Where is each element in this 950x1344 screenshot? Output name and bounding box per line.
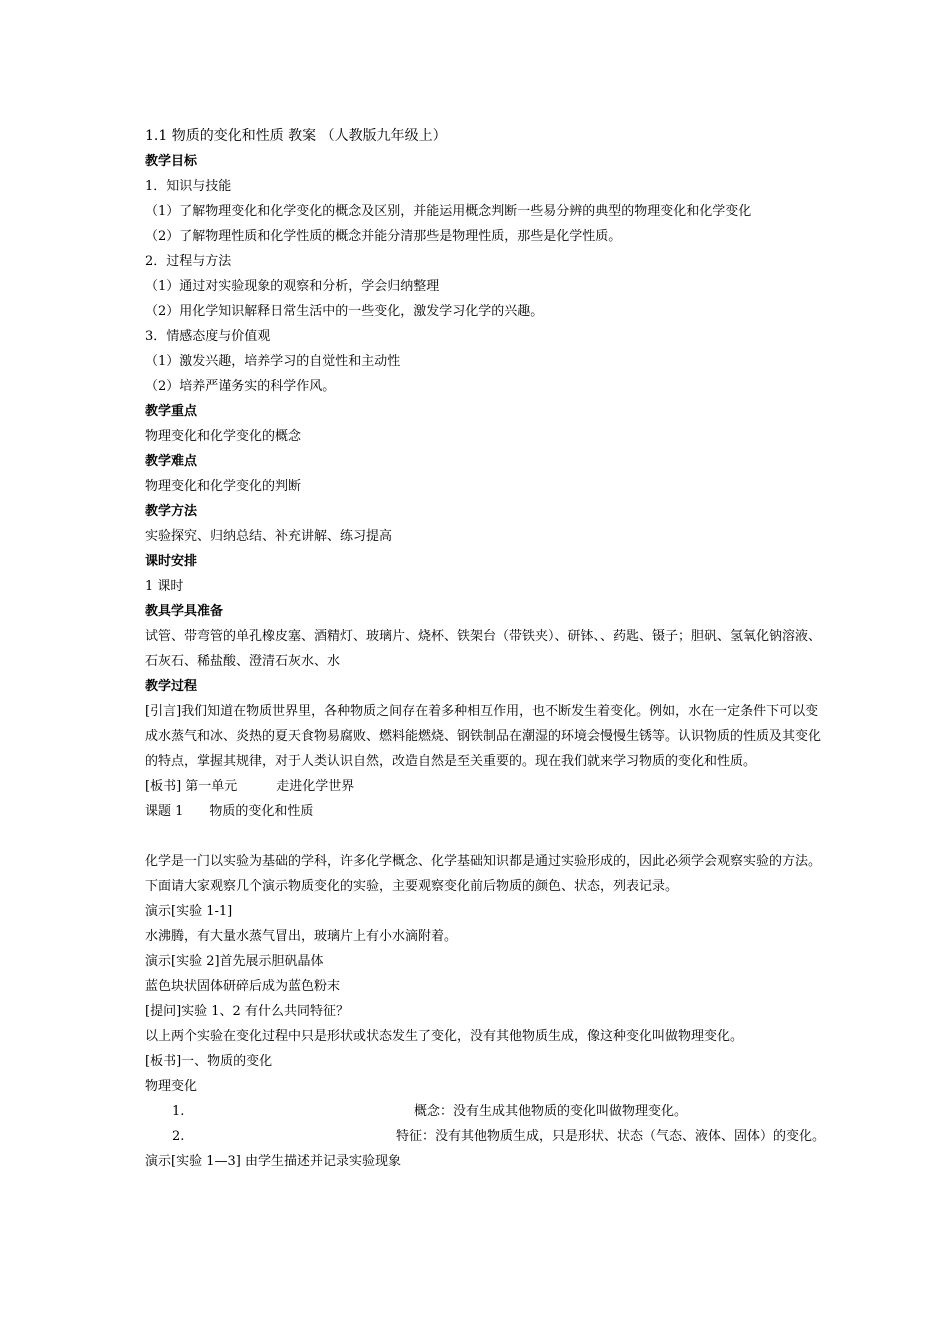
- question: [提问]实验 1、2 有什么共同特征？: [145, 1004, 349, 1019]
- schedule-text: 1 课时: [145, 579, 184, 594]
- definition-item: [145, 1099, 825, 1124]
- goal-item: （1）了解物理变化和化学变化的概念及区别，并能运用概念判断一些易分辨的典型的物理变化和化学变化: [145, 204, 752, 219]
- lesson-title: 课题 1 物质的变化和性质: [145, 804, 314, 819]
- experiment-result: 蓝色块状固体研碎后成为蓝色粉末: [145, 979, 341, 994]
- blank-line: [145, 824, 825, 849]
- definition-item: [145, 1124, 825, 1149]
- section-heading-goals: 教学目标: [145, 154, 198, 169]
- goal-item: 1．知识与技能: [145, 179, 232, 194]
- experiment-label: 演示[实验 1—3] 由学生描述并记录实验现象: [145, 1154, 401, 1169]
- goal-item: （2）培养严谨务实的科学作风。: [145, 379, 336, 394]
- document-title: 1.1 物质的变化和性质 教案 （人教版九年级上）: [145, 128, 447, 144]
- goal-item: 3．情感态度与价值观: [145, 329, 271, 344]
- definition-text: 概念：没有生成其他物质的变化叫做物理变化。: [414, 1104, 688, 1119]
- document-body: [145, 124, 825, 1174]
- experiment-result: 水沸腾，有大量水蒸气冒出，玻璃片上有小水滴附着。: [145, 929, 458, 944]
- difficulty-text: 物理变化和化学变化的判断: [145, 479, 302, 494]
- process-intro: [引言]我们知道在物质世界里，各种物质之间存在着多种相互作用，也不断发生着变化。例如，水在一定条件下可以变成水蒸气和冰、炎热的夏天食物易腐败、燃料能燃烧、钢铁制品在潮湿的环境会慢慢生锈等。认识物质的性质及其变化的特点，掌握其规律，对于人类认识自然，改造自然是至关重要的。现在我们就来学习物质的变化和性质。: [145, 704, 822, 769]
- key-point-text: 物理变化和化学变化的概念: [145, 429, 302, 444]
- goal-item: （2）用化学知识解释日常生活中的一些变化，激发学习化学的兴趣。: [145, 304, 544, 319]
- definition-number: 1.: [172, 1104, 185, 1119]
- materials-text: 试管、带弯管的单孔橡皮塞、酒精灯、玻璃片、烧杯、铁架台（带铁夹）、研钵、、药匙、镊子；胆矾、氢氧化钠溶液、石灰石、稀盐酸、澄清石灰水、水: [145, 629, 822, 669]
- answer: 以上两个实验在变化过程中只是形状或状态发生了变化，没有其他物质生成，像这种变化叫做物理变化。: [145, 1029, 744, 1044]
- experiment-label: 演示[实验 1-1]: [145, 904, 233, 919]
- board-note: [板书]一、物质的变化: [145, 1054, 273, 1069]
- section-heading-process: 教学过程: [145, 679, 198, 694]
- experiment-label: 演示[实验 2]首先展示胆矾晶体: [145, 954, 324, 969]
- definition-number: 2.: [172, 1129, 185, 1144]
- goal-item: 2．过程与方法: [145, 254, 232, 269]
- section-heading-method: 教学方法: [145, 504, 198, 519]
- method-text: 实验探究、归纳总结、补充讲解、练习提高: [145, 529, 393, 544]
- paragraph: 下面请大家观察几个演示物质变化的实验，主要观察变化前后物质的颜色、状态，列表记录。: [145, 879, 679, 894]
- goal-item: （1）激发兴趣，培养学习的自觉性和主动性: [145, 354, 401, 369]
- section-heading-schedule: 课时安排: [145, 554, 198, 569]
- definition-text: 特征：没有其他物质生成，只是形状、状态（气态、液体、固体）的变化。: [395, 1129, 825, 1144]
- subheading-physical-change: 物理变化: [145, 1079, 198, 1094]
- paragraph: 化学是一门以实验为基础的学科，许多化学概念、化学基础知识都是通过实验形成的，因此必须学会观察实验的方法。: [145, 854, 822, 869]
- section-heading-key-point: 教学重点: [145, 404, 198, 419]
- board-note: [板书] 第一单元 走进化学世界: [145, 779, 355, 794]
- goal-item: （2）了解物理性质和化学性质的概念并能分清那些是物理性质，那些是化学性质。: [145, 229, 622, 244]
- section-heading-materials: 教具学具准备: [145, 604, 224, 619]
- goal-item: （1）通过对实验现象的观察和分析，学会归纳整理: [145, 279, 440, 294]
- section-heading-difficulty: 教学难点: [145, 454, 198, 469]
